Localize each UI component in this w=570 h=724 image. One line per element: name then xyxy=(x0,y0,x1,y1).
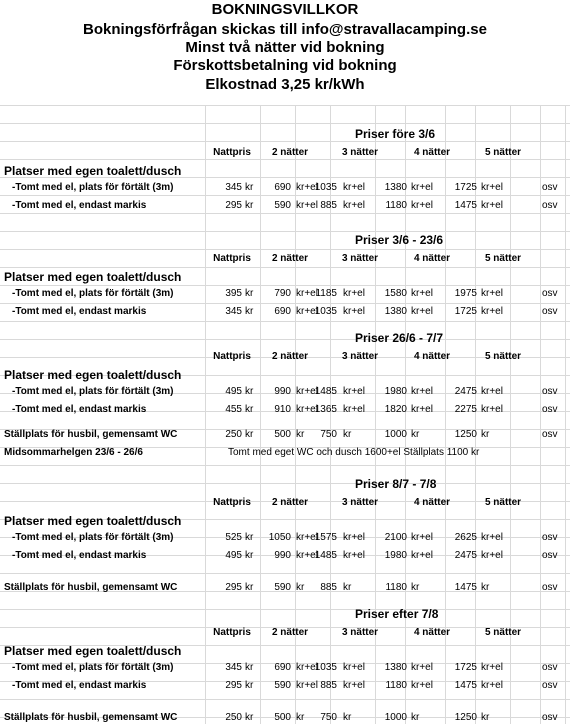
grid-row-line xyxy=(0,267,570,268)
price-unit: kr+el xyxy=(411,386,433,397)
price-value: 2475 xyxy=(454,386,477,397)
price-row-label: -Tomt med el, plats för förtält (3m) xyxy=(12,182,174,193)
price-value: 1180 xyxy=(385,200,407,211)
osv-label: osv xyxy=(542,404,558,415)
price-unit: kr+el xyxy=(481,550,503,561)
price-value: 690 xyxy=(274,306,291,317)
price-value: 1575 xyxy=(314,532,337,543)
column-header: 3 nätter xyxy=(341,351,379,362)
price-value: 1980 xyxy=(384,386,407,397)
column-header: Nattpris xyxy=(213,627,251,638)
price-unit: kr+el xyxy=(343,532,365,543)
price-value: 1725 xyxy=(454,306,477,317)
price-unit: kr+el xyxy=(411,288,433,299)
price-unit: kr+el xyxy=(343,386,365,397)
price-value: 295 xyxy=(225,200,242,211)
husbil-unit: kr xyxy=(245,429,254,440)
price-unit: kr+el xyxy=(481,306,503,317)
price-unit: kr xyxy=(245,680,254,691)
section-title: Priser före 3/6 xyxy=(355,127,436,141)
price-value: 690 xyxy=(274,662,291,673)
column-header: 2 nätter xyxy=(271,497,309,508)
husbil-unit: kr xyxy=(481,712,490,723)
husbil-value: 750 xyxy=(320,429,337,440)
price-row-label: -Tomt med el, endast markis xyxy=(12,550,147,561)
osv-label: osv xyxy=(542,429,558,440)
price-value: 1725 xyxy=(454,182,477,193)
midsommar-label: Midsommarhelgen 23/6 - 26/6 xyxy=(4,447,143,458)
price-value: 1365 xyxy=(314,404,337,415)
husbil-value: 500 xyxy=(274,429,291,440)
section-title: Priser 26/6 - 7/7 xyxy=(355,331,444,345)
column-header: Nattpris xyxy=(213,253,251,264)
price-unit: kr+el xyxy=(411,306,433,317)
price-row-label: -Tomt med el, plats för förtält (3m) xyxy=(12,662,174,673)
price-unit: kr xyxy=(245,386,254,397)
husbil-value: 1250 xyxy=(454,712,477,723)
column-header: 3 nätter xyxy=(341,627,379,638)
husbil-unit: kr xyxy=(296,582,305,593)
price-unit: kr+el xyxy=(296,386,318,397)
price-value: 495 xyxy=(225,386,242,397)
price-unit: kr+el xyxy=(296,182,318,193)
price-value: 295 xyxy=(225,680,242,691)
header-line-4: Förskottsbetalning vid bokning xyxy=(173,57,397,74)
midsommar-text: Tomt med eget WC och dusch 1600+el Ställplats 1100 kr xyxy=(228,447,480,458)
husbil-unit: kr xyxy=(296,712,305,723)
column-header: 4 nätter xyxy=(413,351,451,362)
price-value: 690 xyxy=(274,182,291,193)
husbil-value: 1000 xyxy=(384,429,407,440)
osv-label: osv xyxy=(542,662,558,673)
price-unit: kr xyxy=(245,182,254,193)
column-header: 3 nätter xyxy=(341,497,379,508)
column-header: 3 nätter xyxy=(341,147,379,158)
section-title: Priser efter 7/8 xyxy=(355,607,439,621)
price-value: 345 xyxy=(225,306,242,317)
price-unit: kr+el xyxy=(481,386,503,397)
column-header: 3 nätter xyxy=(341,253,379,264)
price-value: 345 xyxy=(225,662,242,673)
price-row-label: -Tomt med el, plats för förtält (3m) xyxy=(12,532,174,543)
husbil-value: 295 xyxy=(225,582,242,593)
price-unit: kr+el xyxy=(481,662,503,673)
column-header: 5 nätter xyxy=(484,253,522,264)
price-unit: kr+el xyxy=(343,288,365,299)
price-value: 1035 xyxy=(314,182,337,193)
price-value: 885 xyxy=(320,680,337,691)
price-unit: kr+el xyxy=(481,532,503,543)
price-unit: kr+el xyxy=(296,662,318,673)
column-header: 4 nätter xyxy=(413,253,451,264)
column-header: Nattpris xyxy=(213,147,251,158)
husbil-unit: kr xyxy=(481,582,490,593)
husbil-unit: kr xyxy=(411,429,420,440)
husbil-value: 750 xyxy=(320,712,337,723)
price-unit: kr+el xyxy=(343,200,365,211)
header-line-2: Bokningsförfrågan skickas till info@stravallacamping.se xyxy=(83,21,487,38)
grid-row-line xyxy=(0,699,570,700)
group-heading: Platser med egen toalett/dusch xyxy=(4,514,182,528)
grid-row-line xyxy=(0,213,570,214)
price-unit: kr+el xyxy=(411,200,433,211)
grid-row-line xyxy=(0,123,570,124)
header-line-1: BOKNINGSVILLKOR xyxy=(211,1,359,18)
price-unit: kr+el xyxy=(343,550,365,561)
column-header: 2 nätter xyxy=(271,147,309,158)
husbil-unit: kr xyxy=(343,429,352,440)
price-unit: kr xyxy=(245,200,254,211)
osv-label: osv xyxy=(542,582,558,593)
osv-label: osv xyxy=(542,680,558,691)
grid-row-line xyxy=(0,465,570,466)
price-unit: kr+el xyxy=(481,288,503,299)
price-unit: kr+el xyxy=(481,182,503,193)
price-value: 455 xyxy=(225,404,242,415)
price-value: 1980 xyxy=(384,550,407,561)
grid-row-line xyxy=(0,609,570,610)
grid-row-line xyxy=(0,141,570,142)
price-value: 1035 xyxy=(314,306,337,317)
grid-row-line xyxy=(0,159,570,160)
price-unit: kr xyxy=(245,532,254,543)
price-value: 345 xyxy=(225,182,242,193)
price-unit: kr+el xyxy=(296,532,318,543)
price-unit: kr+el xyxy=(411,680,433,691)
price-value: 790 xyxy=(274,288,291,299)
price-value: 1185 xyxy=(315,288,337,299)
price-value: 1580 xyxy=(384,288,407,299)
osv-label: osv xyxy=(542,712,558,723)
grid-row-line xyxy=(0,285,570,286)
price-value: 990 xyxy=(274,550,291,561)
group-heading: Platser med egen toalett/dusch xyxy=(4,368,182,382)
price-value: 910 xyxy=(274,404,291,415)
price-unit: kr+el xyxy=(343,680,365,691)
price-value: 525 xyxy=(225,532,242,543)
price-value: 990 xyxy=(274,386,291,397)
osv-label: osv xyxy=(542,200,558,211)
grid-row-line xyxy=(0,231,570,232)
price-value: 495 xyxy=(225,550,242,561)
price-value: 1485 xyxy=(314,386,337,397)
price-value: 2275 xyxy=(454,404,477,415)
column-header: 5 nätter xyxy=(484,147,522,158)
husbil-value: 1000 xyxy=(384,712,407,723)
price-unit: kr+el xyxy=(343,404,365,415)
price-value: 2100 xyxy=(384,532,407,543)
grid-row-line xyxy=(0,303,570,304)
column-header: Nattpris xyxy=(213,497,251,508)
header-line-5: Elkostnad 3,25 kr/kWh xyxy=(205,76,365,93)
husbil-value: 250 xyxy=(225,712,242,723)
price-row-label: -Tomt med el, endast markis xyxy=(12,404,147,415)
price-unit: kr+el xyxy=(343,306,365,317)
section-title: Priser 8/7 - 7/8 xyxy=(355,477,437,491)
price-unit: kr+el xyxy=(411,404,433,415)
husbil-row-label: Ställplats för husbil, gemensamt WC xyxy=(4,429,178,440)
price-value: 2475 xyxy=(454,550,477,561)
price-row-label: -Tomt med el, endast markis xyxy=(12,200,147,211)
column-header: 2 nätter xyxy=(271,253,309,264)
price-unit: kr+el xyxy=(296,404,318,415)
price-value: 395 xyxy=(225,288,242,299)
husbil-value: 885 xyxy=(320,582,337,593)
price-unit: kr+el xyxy=(343,662,365,673)
column-header: 5 nätter xyxy=(484,351,522,362)
husbil-value: 500 xyxy=(274,712,291,723)
husbil-value: 1180 xyxy=(385,582,407,593)
column-header: 2 nätter xyxy=(271,627,309,638)
price-value: 1380 xyxy=(384,182,407,193)
husbil-value: 250 xyxy=(225,429,242,440)
price-unit: kr+el xyxy=(481,200,503,211)
osv-label: osv xyxy=(542,386,558,397)
grid-row-line xyxy=(0,321,570,322)
price-value: 590 xyxy=(274,200,291,211)
husbil-value: 1250 xyxy=(454,429,477,440)
price-unit: kr+el xyxy=(411,550,433,561)
osv-label: osv xyxy=(542,288,558,299)
price-unit: kr xyxy=(245,550,254,561)
price-value: 1180 xyxy=(385,680,407,691)
price-row-label: -Tomt med el, plats för förtält (3m) xyxy=(12,288,174,299)
header-line-3: Minst två nätter vid bokning xyxy=(185,39,385,56)
price-value: 1475 xyxy=(454,680,477,691)
column-header: Nattpris xyxy=(213,351,251,362)
osv-label: osv xyxy=(542,182,558,193)
price-value: 1820 xyxy=(384,404,407,415)
husbil-unit: kr xyxy=(481,429,490,440)
price-value: 1975 xyxy=(454,288,477,299)
husbil-value: 590 xyxy=(274,582,291,593)
grid-row-line xyxy=(0,339,570,340)
husbil-value: 1475 xyxy=(454,582,477,593)
price-unit: kr+el xyxy=(411,532,433,543)
price-unit: kr+el xyxy=(296,680,318,691)
grid-row-line xyxy=(0,249,570,250)
husbil-unit: kr xyxy=(411,582,420,593)
price-unit: kr+el xyxy=(411,662,433,673)
grid-row-line xyxy=(0,483,570,484)
price-unit: kr xyxy=(245,288,254,299)
price-unit: kr+el xyxy=(296,288,318,299)
price-unit: kr xyxy=(245,306,254,317)
husbil-unit: kr xyxy=(343,582,352,593)
husbil-unit: kr xyxy=(343,712,352,723)
group-heading: Platser med egen toalett/dusch xyxy=(4,164,182,178)
price-row-label: -Tomt med el, endast markis xyxy=(12,680,147,691)
grid-row-line xyxy=(0,105,570,106)
column-header: 2 nätter xyxy=(271,351,309,362)
price-value: 885 xyxy=(320,200,337,211)
price-value: 2625 xyxy=(454,532,477,543)
price-unit: kr+el xyxy=(411,182,433,193)
husbil-unit: kr xyxy=(245,582,254,593)
price-value: 1380 xyxy=(384,662,407,673)
column-header: 5 nätter xyxy=(484,627,522,638)
osv-label: osv xyxy=(542,532,558,543)
price-unit: kr+el xyxy=(481,404,503,415)
grid-column-line xyxy=(565,105,566,724)
price-row-label: -Tomt med el, endast markis xyxy=(12,306,147,317)
column-header: 4 nätter xyxy=(413,627,451,638)
column-header: 4 nätter xyxy=(413,147,451,158)
husbil-row-label: Ställplats för husbil, gemensamt WC xyxy=(4,712,178,723)
price-row-label: -Tomt med el, plats för förtält (3m) xyxy=(12,386,174,397)
grid-row-line xyxy=(0,195,570,196)
price-unit: kr xyxy=(245,662,254,673)
price-value: 1485 xyxy=(314,550,337,561)
husbil-row-label: Ställplats för husbil, gemensamt WC xyxy=(4,582,178,593)
osv-label: osv xyxy=(542,550,558,561)
column-header: 5 nätter xyxy=(484,497,522,508)
column-header: 4 nätter xyxy=(413,497,451,508)
section-title: Priser 3/6 - 23/6 xyxy=(355,233,444,247)
osv-label: osv xyxy=(542,306,558,317)
price-unit: kr+el xyxy=(343,182,365,193)
price-value: 1725 xyxy=(454,662,477,673)
husbil-unit: kr xyxy=(296,429,305,440)
group-heading: Platser med egen toalett/dusch xyxy=(4,644,182,658)
group-heading: Platser med egen toalett/dusch xyxy=(4,270,182,284)
price-unit: kr+el xyxy=(296,550,318,561)
price-unit: kr+el xyxy=(296,306,318,317)
price-value: 590 xyxy=(274,680,291,691)
husbil-unit: kr xyxy=(245,712,254,723)
price-value: 1050 xyxy=(268,532,291,543)
grid-row-line xyxy=(0,573,570,574)
price-unit: kr+el xyxy=(481,680,503,691)
husbil-unit: kr xyxy=(411,712,420,723)
price-unit: kr+el xyxy=(296,200,318,211)
price-value: 1475 xyxy=(454,200,477,211)
price-value: 1380 xyxy=(384,306,407,317)
price-unit: kr xyxy=(245,404,254,415)
price-value: 1035 xyxy=(314,662,337,673)
